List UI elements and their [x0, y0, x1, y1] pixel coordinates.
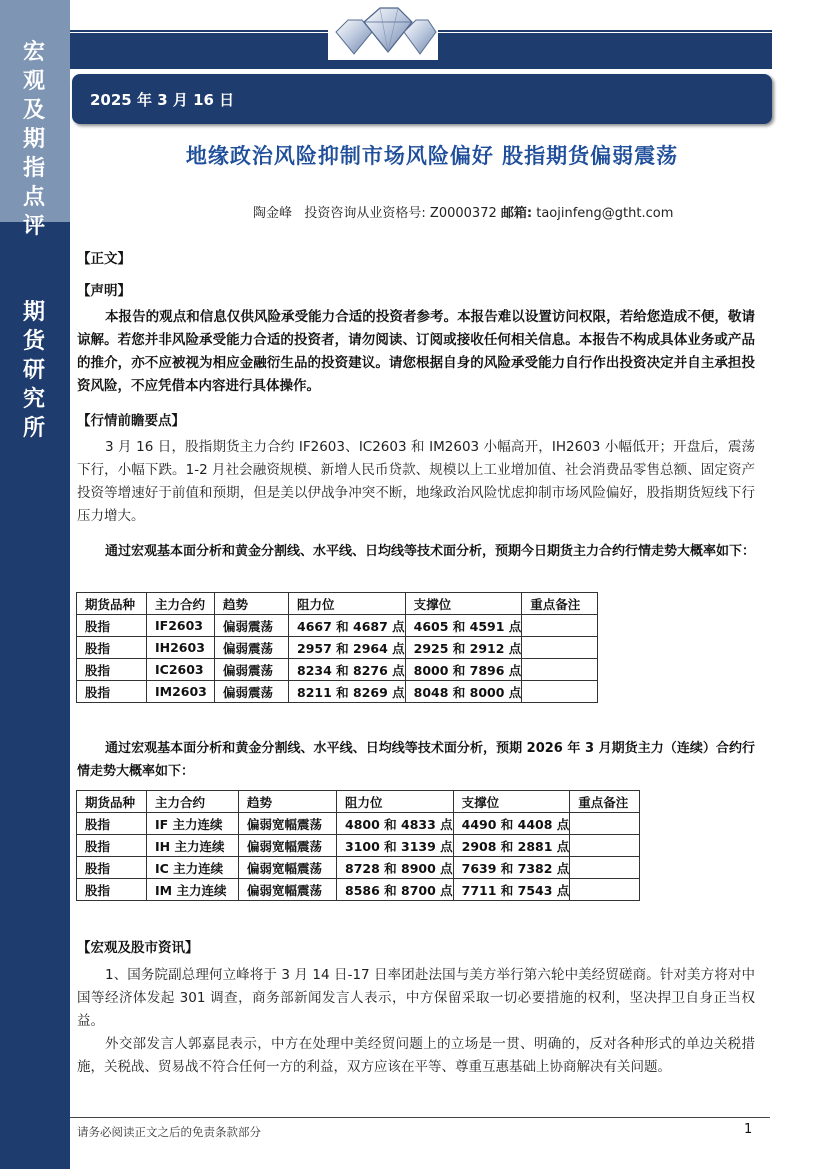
table-cell: 偏弱宽幅震荡 [239, 835, 337, 857]
report-title: 地缘政治风险抑制市场风险偏好 股指期货偏弱震荡 [185, 144, 679, 168]
table-header-cell: 重点备注 [522, 593, 598, 615]
table-header-cell: 支撑位 [405, 593, 522, 615]
table-cell: 股指 [77, 857, 147, 879]
table-cell: 7711 和 7543 点 [453, 879, 570, 901]
report-date: 2025 年 3 月 16 日 [90, 91, 235, 109]
section-statement: 【声明】 [77, 283, 131, 299]
page-number: 1 [744, 1122, 753, 1137]
diamond-logo-icon [328, 2, 438, 60]
table-cell: 3100 和 3139 点 [337, 835, 454, 857]
table-cell: 偏弱宽幅震荡 [239, 879, 337, 901]
table-cell: 4490 和 4408 点 [453, 813, 570, 835]
table-header-cell: 重点备注 [570, 791, 640, 813]
table-cell: 股指 [77, 615, 147, 637]
section-main: 【正文】 [77, 251, 131, 267]
forecast-table-daily [76, 592, 598, 703]
table-cell: 股指 [77, 813, 147, 835]
table-header-cell: 期货品种 [77, 791, 147, 813]
news-paragraph-2: 外交部发言人郭嘉昆表示，中方在处理中美经贸问题上的立场是一贯、明确的，反对各种形式的单边关税措施，关税战、贸易战不符合任何一方的利益，双方应该在平等、尊重互惠基础上协商解决有关问题。 [77, 1036, 755, 1075]
table-cell: 偏弱宽幅震荡 [239, 813, 337, 835]
table-cell: 4667 和 4687 点 [289, 615, 406, 637]
table-row [77, 637, 598, 659]
table-cell [570, 857, 640, 879]
table-header-cell: 阻力位 [337, 791, 454, 813]
table-cell [522, 659, 598, 681]
table-header-cell: 趋势 [239, 791, 337, 813]
table-cell [570, 835, 640, 857]
table-row [77, 681, 598, 703]
table-cell: 股指 [77, 637, 147, 659]
table-cell: 股指 [77, 659, 147, 681]
table-cell: IH 主力连续 [147, 835, 239, 857]
author-email[interactable]: taojinfeng@gtht.com [536, 206, 674, 221]
section-news: 【宏观及股市资讯】 [77, 940, 199, 956]
table-cell: IM 主力连续 [147, 879, 239, 901]
table-row [77, 615, 598, 637]
table-cell: 8000 和 7896 点 [405, 659, 522, 681]
table-header-row [77, 791, 640, 813]
author-qualification: 投资咨询从业资格号: Z0000372 [304, 206, 497, 221]
table-cell: 偏弱宽幅震荡 [239, 857, 337, 879]
table-cell: 偏弱震荡 [215, 659, 289, 681]
table-row [77, 857, 640, 879]
table-cell: 股指 [77, 681, 147, 703]
table-header-cell: 支撑位 [453, 791, 570, 813]
table-cell: 股指 [77, 879, 147, 901]
table-cell [570, 813, 640, 835]
table-cell: IC 主力连续 [147, 857, 239, 879]
table-cell: IH2603 [147, 637, 215, 659]
table-row [77, 659, 598, 681]
footer-disclaimer-note: 请务必阅读正文之后的免责条款部分 [77, 1125, 261, 1139]
table-cell: 8234 和 8276 点 [289, 659, 406, 681]
table-cell: 4605 和 4591 点 [405, 615, 522, 637]
outlook-text: 3 月 16 日，股指期货主力合约 IF2603、IC2603 和 IM2603 小幅高开，IH2603 小幅低开；开盘后，震荡下行，小幅下跌。1-2 月社会融资规模、新增人民币贷款、规模以上工业增加值、社会消费品零售总额、固定资产投资等增速好于前值和预期，但是美以伊战争冲突不断，地缘政治风险忧虑抑制市场风险偏好，股指期货短线下行压力增大。 [77, 439, 755, 524]
table-cell: 偏弱震荡 [215, 637, 289, 659]
author-name: 陶金峰 [253, 206, 293, 221]
table-cell: 股指 [77, 835, 147, 857]
table-cell [570, 879, 640, 901]
table-row [77, 835, 640, 857]
section-outlook: 【行情前瞻要点】 [77, 413, 185, 429]
table-cell: 8586 和 8700 点 [337, 879, 454, 901]
date-banner [72, 74, 772, 124]
table1-intro: 通过宏观基本面分析和黄金分割线、水平线、日均线等技术面分析，预期今日期货主力合约行情走势大概率如下： [105, 544, 756, 559]
table2-intro: 通过宏观基本面分析和黄金分割线、水平线、日均线等技术面分析，预期 2026 年 3 月期货主力（连续）合约行情走势大概率如下： [77, 741, 755, 779]
table-cell: IC2603 [147, 659, 215, 681]
sidebar-department: 期货研究所 [22, 299, 47, 441]
table-header-cell: 趋势 [215, 593, 289, 615]
table-header-row [77, 593, 598, 615]
table-row [77, 879, 640, 901]
table-cell: 偏弱震荡 [215, 681, 289, 703]
table-header-cell: 主力合约 [147, 791, 239, 813]
table-cell: 8728 和 8900 点 [337, 857, 454, 879]
sidebar-report-type: 宏观及期指点评 [22, 39, 47, 239]
table-cell: 2908 和 2881 点 [453, 835, 570, 857]
table-cell: 2925 和 2912 点 [405, 637, 522, 659]
table-cell: 8048 和 8000 点 [405, 681, 522, 703]
forecast-table-monthly [76, 790, 640, 901]
table-cell: IM2603 [147, 681, 215, 703]
table-cell: IF2603 [147, 615, 215, 637]
table-row [77, 813, 640, 835]
news-paragraph-1: 1、国务院副总理何立峰将于 3 月 14 日-17 日率团赴法国与美方举行第六轮中美经贸磋商。针对美方将对中国等经济体发起 301 调查，商务部新闻发言人表示，中方保留采取一切必要措施的权利，坚决捍卫自身正当权益。 [77, 967, 755, 1029]
table-header-cell: 期货品种 [77, 593, 147, 615]
table-cell: 7639 和 7382 点 [453, 857, 570, 879]
footer-rule [70, 1117, 770, 1118]
table-cell: 8211 和 8269 点 [289, 681, 406, 703]
table-cell: 4800 和 4833 点 [337, 813, 454, 835]
author-line [253, 202, 673, 221]
table-cell: 2957 和 2964 点 [289, 637, 406, 659]
table-cell [522, 681, 598, 703]
table-cell [522, 615, 598, 637]
table-cell: 偏弱震荡 [215, 615, 289, 637]
statement-text: 本报告的观点和信息仅供风险承受能力合适的投资者参考。本报告难以设置访问权限，若给您造成不便，敬请谅解。若您并非风险承受能力合适的投资者，请勿阅读、订阅或接收任何相关信息。本报告不构成具体业务或产品的推介，亦不应被视为相应金融衍生品的投资建议。请您根据自身的风险承受能力自行作出投资决定并自主承担投资风险，不应凭借本内容进行具体操作。 [77, 309, 755, 394]
table-cell: IF 主力连续 [147, 813, 239, 835]
table-header-cell: 阻力位 [289, 593, 406, 615]
email-label: 邮箱: [500, 206, 533, 221]
table-header-cell: 主力合约 [147, 593, 215, 615]
table-cell [522, 637, 598, 659]
